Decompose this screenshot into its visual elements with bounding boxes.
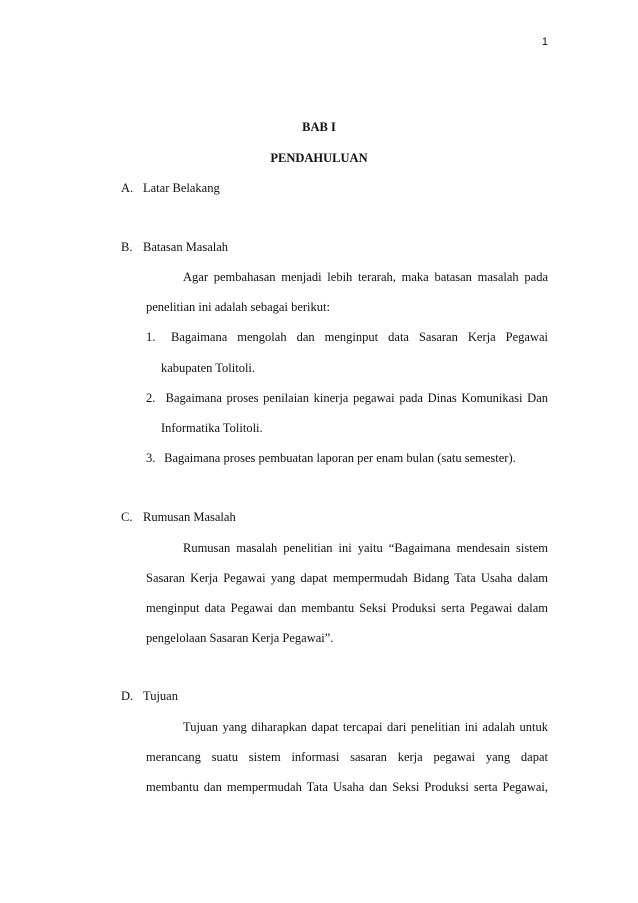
section-c-paragraph-line: Sasaran Kerja Pegawai yang dapat mempermudah Bidang Tata Usaha dalam: [146, 571, 548, 585]
section-d-letter: D.: [121, 689, 134, 703]
chapter-number: BAB I: [302, 120, 336, 134]
list-item-number: 2.: [146, 391, 156, 405]
list-item-text: Bagaimana proses pembuatan laporan per enam bulan (satu semester).: [164, 451, 516, 465]
section-a-title: Latar Belakang: [143, 181, 220, 195]
section-c-title: Rumusan Masalah: [143, 510, 236, 524]
list-item-text: Bagaimana proses penilaian kinerja pegawai pada Dinas Komunikasi Dan: [165, 391, 548, 405]
list-item-text: Bagaimana mengolah dan menginput data Sasaran Kerja Pegawai: [171, 330, 548, 344]
list-item-continuation: Informatika Tolitoli.: [161, 421, 263, 435]
chapter-title: PENDAHULUAN: [270, 151, 368, 165]
list-item: [146, 391, 548, 406]
list-item: [146, 330, 548, 345]
section-b-heading: [121, 240, 228, 255]
section-d-paragraph-line: Tujuan yang diharapkan dapat tercapai dari penelitian ini adalah untuk: [183, 720, 548, 734]
list-item-number: 1.: [146, 330, 156, 344]
page-number: 1: [541, 36, 548, 48]
section-c-letter: C.: [121, 510, 133, 524]
section-b-paragraph-line: Agar pembahasan menjadi lebih terarah, maka batasan masalah pada: [183, 270, 548, 284]
section-b-title: Batasan Masalah: [143, 240, 229, 254]
section-b-paragraph-line: penelitian ini adalah sebagai berikut:: [146, 300, 330, 314]
section-d-paragraph-line: membantu dan mempermudah Tata Usaha dan Seksi Produksi serta Pegawai,: [146, 780, 548, 794]
section-c-heading: [121, 510, 236, 525]
section-b-letter: B.: [121, 240, 133, 254]
list-item: [146, 451, 516, 466]
section-d-heading: [121, 689, 178, 704]
section-c-paragraph-line: Rumusan masalah penelitian ini yaitu “Bagaimana mendesain sistem: [183, 541, 548, 555]
section-c-paragraph-line: menginput data Pegawai dan membantu Seksi Produksi serta Pegawai dalam: [146, 601, 548, 615]
section-a-letter: A.: [121, 181, 134, 195]
section-d-title: Tujuan: [143, 689, 178, 703]
section-d-paragraph-line: merancang suatu sistem informasi sasaran kerja pegawai yang dapat: [146, 750, 548, 764]
list-item-continuation: kabupaten Tolitoli.: [161, 361, 256, 375]
section-c-paragraph-line: pengelolaan Sasaran Kerja Pegawai”.: [146, 631, 334, 645]
list-item-number: 3.: [146, 451, 156, 465]
section-a-heading: [121, 181, 220, 196]
